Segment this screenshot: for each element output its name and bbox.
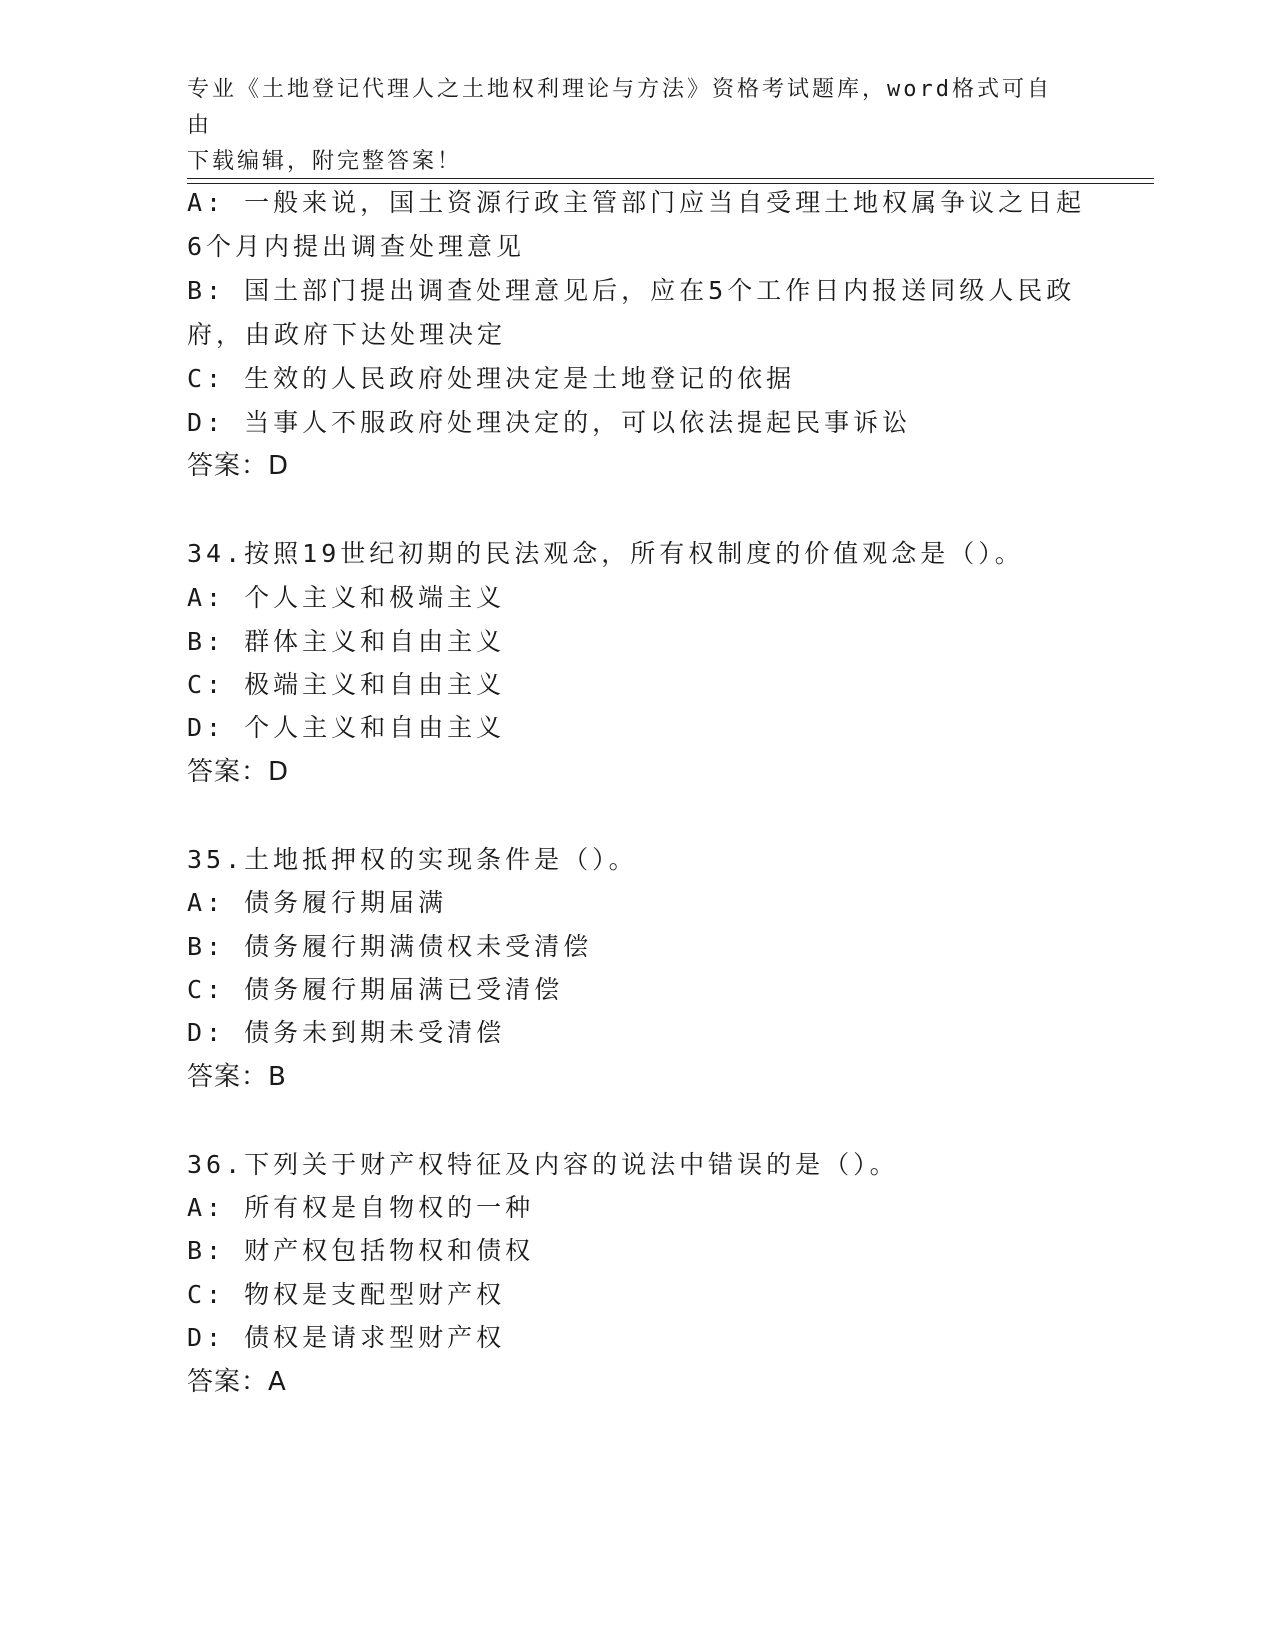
- q35-option-d: D: 债务未到期未受清偿: [187, 1018, 506, 1047]
- q33-answer: 答案：D: [187, 451, 290, 481]
- q35-option-a: A: 债务履行期届满: [187, 888, 448, 917]
- q34-answer: 答案：D: [187, 757, 290, 787]
- q36-question: 36.下列关于财产权特征及内容的说法中错误的是（）。: [187, 1150, 899, 1179]
- q36-option-d: D: 债权是请求型财产权: [187, 1323, 506, 1352]
- q35-option-b: B: 债务履行期满债权未受清偿: [187, 932, 593, 961]
- header-line-1: 专业《土地登记代理人之土地权利理论与方法》资格考试题库，word格式可自由: [187, 77, 1052, 138]
- q33-option-a-line1: A: 一般来说，国土资源行政主管部门应当自受理土地权属争议之日起: [187, 188, 1086, 217]
- q33-option-b-line2: 府，由政府下达处理决定: [187, 320, 507, 349]
- header-line-2: 下载编辑，附完整答案！: [187, 149, 463, 174]
- q34-option-a: A: 个人主义和极端主义: [187, 583, 506, 612]
- q36-option-a: A: 所有权是自物权的一种: [187, 1193, 535, 1222]
- q35-option-c: C: 债务履行期届满已受清偿: [187, 975, 564, 1004]
- q34-option-b: B: 群体主义和自由主义: [187, 627, 506, 656]
- q33-option-b-line1: B: 国土部门提出调查处理意见后，应在5个工作日内报送同级人民政: [187, 276, 1076, 305]
- q35-question: 35.土地抵押权的实现条件是（）。: [187, 845, 638, 874]
- q35-answer: 答案：B: [187, 1062, 287, 1092]
- q34-question: 34.按照19世纪初期的民法观念，所有权制度的价值观念是（）。: [187, 539, 1024, 568]
- header-divider-top: [187, 178, 1154, 179]
- q33-option-d: D: 当事人不服政府处理决定的，可以依法提起民事诉讼: [187, 408, 912, 437]
- q33-option-a-line2: 6个月内提出调查处理意见: [187, 232, 526, 261]
- document-header: [187, 72, 1067, 180]
- q36-option-c: C: 物权是支配型财产权: [187, 1280, 506, 1309]
- q33-option-c: C: 生效的人民政府处理决定是土地登记的依据: [187, 364, 796, 393]
- q34-option-d: D: 个人主义和自由主义: [187, 713, 506, 742]
- q36-option-b: B: 财产权包括物权和债权: [187, 1236, 535, 1265]
- q36-answer: 答案：A: [187, 1367, 287, 1397]
- q34-option-c: C: 极端主义和自由主义: [187, 670, 506, 699]
